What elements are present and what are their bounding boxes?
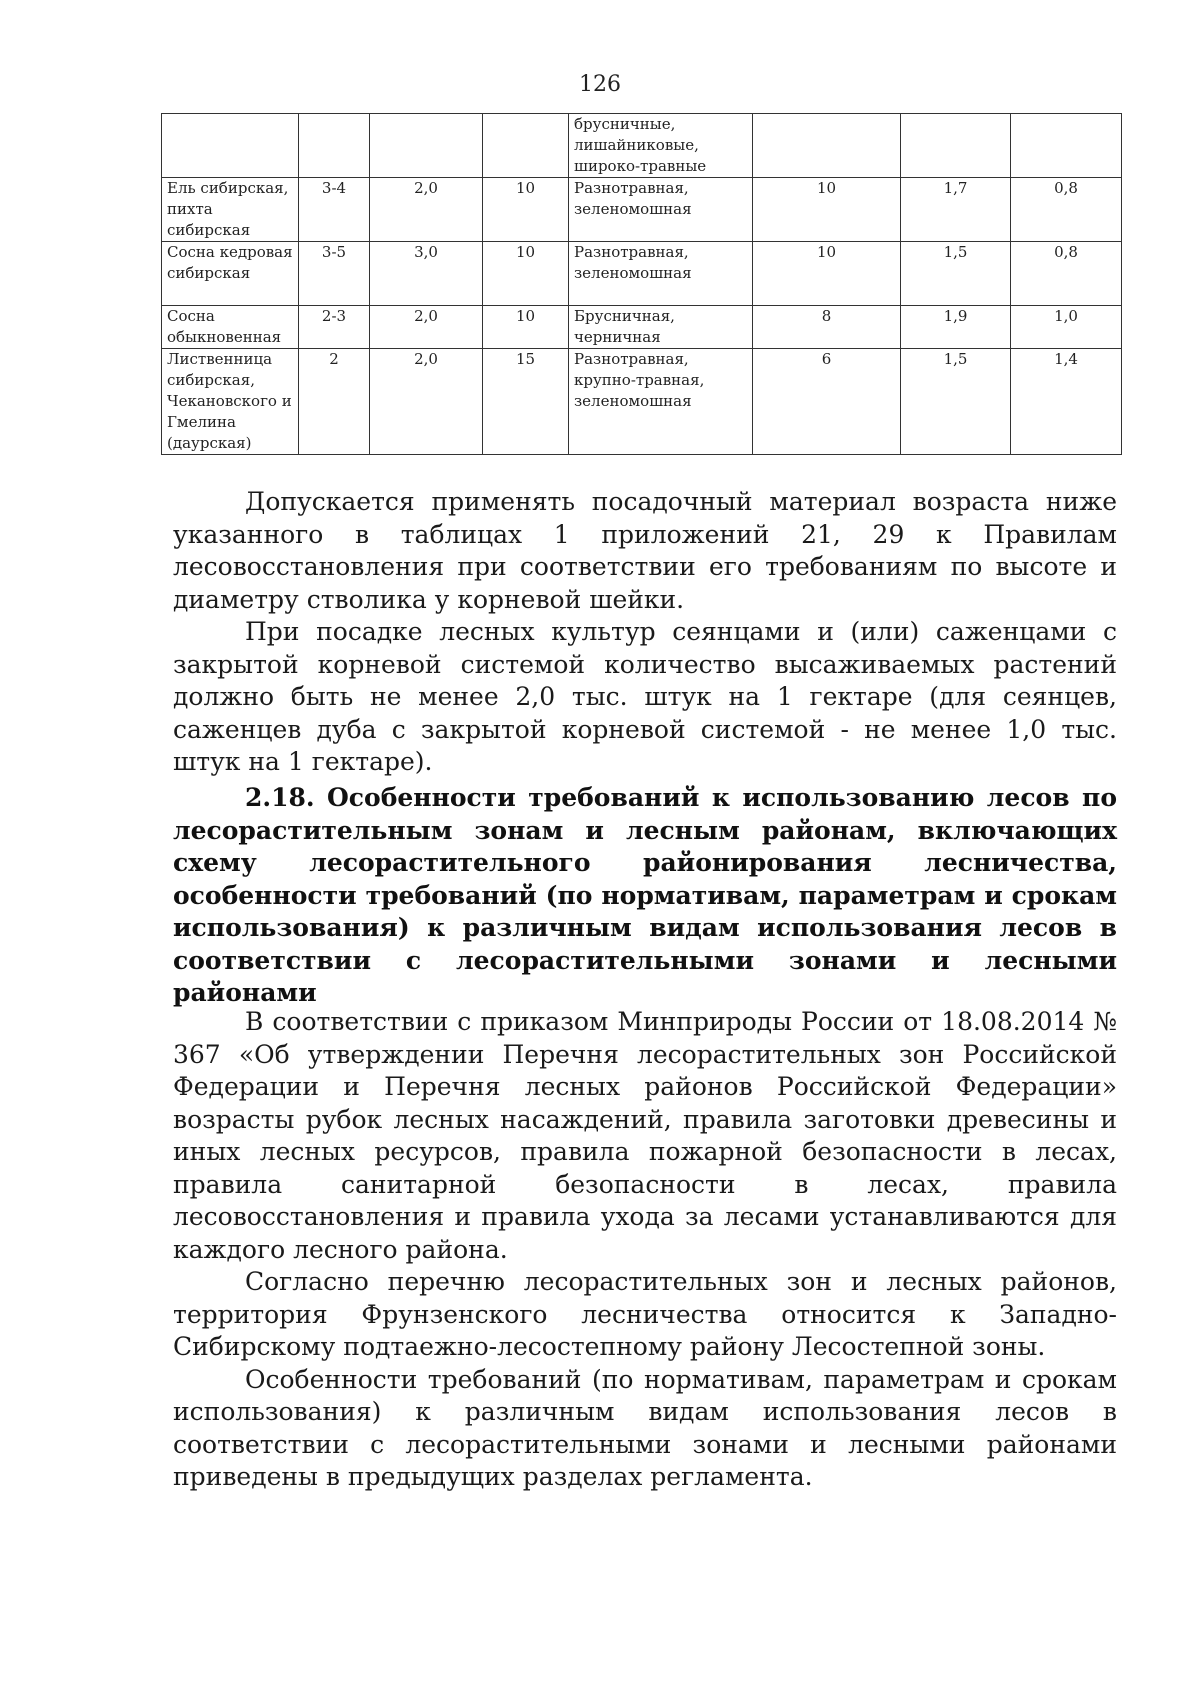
table-cell: Сосна кедровая сибирская [162, 242, 299, 306]
table-cell: 3-5 [299, 242, 370, 306]
table-cell: 3-4 [299, 178, 370, 242]
table-row [162, 349, 1122, 455]
table-cell: 1,4 [1011, 349, 1122, 455]
table-cell [1011, 114, 1122, 178]
paragraph-closed-root-density: При посадке лесных культур сеянцами и (или) саженцами с закрытой корневой системой количество высаживаемых растений должно быть не менее 2,0 тыс. штук на 1 гектаре (для сеянцев, саженцев дуба с закрытой корневой системой - не менее 1,0 тыс. штук на 1 гектаре). [173, 617, 1117, 776]
table-cell: 1,0 [1011, 306, 1122, 349]
table-row [162, 242, 1122, 306]
table-cell: 6 [753, 349, 901, 455]
table-cell: 1,7 [901, 178, 1011, 242]
table-cell: Ель сибирская, пихта сибирская [162, 178, 299, 242]
table-cell: 10 [483, 242, 569, 306]
table-cell: Разнотравная, зеленомошная [569, 178, 753, 242]
table-cell: 2 [299, 349, 370, 455]
table-cell: 10 [483, 306, 569, 349]
page-number: 126 [579, 72, 621, 97]
paragraph-requirements: Особенности требований (по нормативам, параметрам и срокам использования) к различным видам использования лесов в соответствии с лесорастительными зонами и лесными районами приведены в предыдущих разделах регламента. [173, 1364, 1117, 1491]
paragraph-planting-age: Допускается применять посадочный материал возраста ниже указанного в таблицах 1 приложений 21, 29 к Правилам лесовосстановления при соответствии его требованиям по высоте и диаметру стволика у корневой шейки. [173, 487, 1117, 614]
section-heading: 2.18. Особенности требований к использованию лесов по лесорастительным зонам и лесным районам, включающих схему лесорастительного районирования лесничества, особенности требований (по нормативам, параметрам и срокам использования) к различным видам использования лесов в соответствии с лесорастительными зонами и лесными районами [173, 783, 1117, 1007]
table-cell: 0,8 [1011, 178, 1122, 242]
section-body [173, 1006, 1117, 1494]
intro-paragraphs [173, 486, 1117, 779]
table-cell: 0,8 [1011, 242, 1122, 306]
table-cell: Лиственница сибирская, Чекановского и Гмелина (даурская) [162, 349, 299, 455]
table-cell: 10 [753, 178, 901, 242]
table-cell: 2,0 [370, 306, 483, 349]
table-cell: брусничные, лишайниковые, широко-травные [569, 114, 753, 178]
table-cell [483, 114, 569, 178]
table-cell: Сосна обыкновенная [162, 306, 299, 349]
table-cell [299, 114, 370, 178]
table-cell: 1,5 [901, 242, 1011, 306]
table-cell: 10 [483, 178, 569, 242]
table-cell: Разнотравная, зеленомошная [569, 242, 753, 306]
table-cell: 2,0 [370, 178, 483, 242]
table-row [162, 178, 1122, 242]
paragraph-order-367: В соответствии с приказом Минприроды России от 18.08.2014 № 367 «Об утверждении Перечня лесорастительных зон Российской Федерации и Перечня лесных районов Российской Федерации» возрасты рубок лесных насаждений, правила заготовки древесины и иных лесных ресурсов, правила пожарной безопасности в лесах, правила санитарной безопасности в лесах, правила лесовосстановления и правила ухода за лесами устанавливаются для каждого лесного района. [173, 1007, 1117, 1264]
table-row [162, 306, 1122, 349]
table-cell [370, 114, 483, 178]
table-cell: 1,5 [901, 349, 1011, 455]
reforestation-table [161, 113, 1122, 455]
table-cell: 3,0 [370, 242, 483, 306]
table-cell: 2-3 [299, 306, 370, 349]
table-cell: 15 [483, 349, 569, 455]
table-cell: Разнотравная, крупно-травная, зеленомошная [569, 349, 753, 455]
table-cell: Брусничная, черничная [569, 306, 753, 349]
table-cell [753, 114, 901, 178]
table-cell [162, 114, 299, 178]
table-cell: 8 [753, 306, 901, 349]
table-cell: 10 [753, 242, 901, 306]
table-row [162, 114, 1122, 178]
table-cell: 1,9 [901, 306, 1011, 349]
table-cell [901, 114, 1011, 178]
paragraph-forestry-zone: Согласно перечню лесорастительных зон и лесных районов, территория Фрунзенского лесничества относится к Западно-Сибирскому подтаежно-лесостепному району Лесостепной зоны. [173, 1267, 1117, 1361]
table-cell: 2,0 [370, 349, 483, 455]
